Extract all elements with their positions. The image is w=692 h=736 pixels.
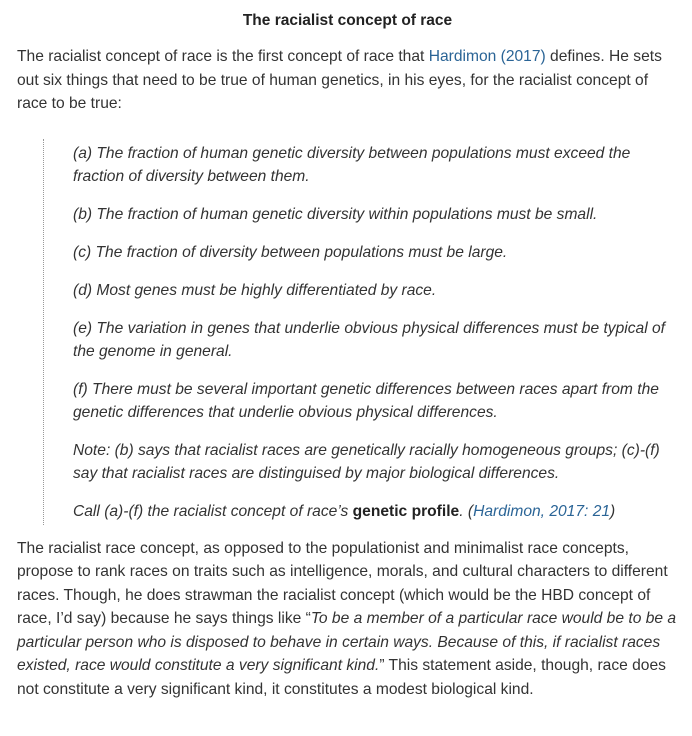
quote-item-d: (d) Most genes must be highly differentiated by race. bbox=[73, 281, 437, 299]
hardimon-2017-link[interactable]: Hardimon (2017) bbox=[428, 48, 546, 65]
quote-item-b: (b) The fraction of human genetic diversity within populations must be small. bbox=[73, 205, 598, 223]
paragraph-text-end: ” This statement aside, though, race does not constitute a very significant kind, it constitutes a modest biological kind. bbox=[17, 657, 666, 698]
genetic-profile-blockquote bbox=[43, 139, 678, 525]
intro-text-end: defines. He sets out six things that need to be true of human genetics, in his eyes, for the racialist concept of race to be true: bbox=[17, 48, 662, 112]
hardimon-inline-quote: To be a member of a particular race would be to be a particular person who is disposed to behave in certain ways. Because of this, if racialist races existed, race would constitute a very significant kind. bbox=[17, 610, 677, 674]
quote-item-f: (f) There must be several important genetic differences between races apart from the genetic differences that underlie obvious physical differences. bbox=[73, 380, 659, 421]
quote-item-e: (e) The variation in genes that underlie obvious physical differences must be typical of the genome in general. bbox=[73, 319, 666, 360]
intro-text-start: The racialist concept of race is the first concept of race that bbox=[17, 48, 429, 65]
intro-paragraph bbox=[17, 45, 678, 116]
paragraph-text-start: The racialist race concept, as opposed to the populationist and minimalist race concepts, propose to rank races on traits such as intelligence, morals, and cultural characters to different races. Though, he does strawman the racialist concept (which would be the HBD concept of race, I’d say) because he says things like “ bbox=[17, 539, 668, 627]
racialist-concept-paragraph bbox=[17, 537, 678, 702]
quote-call-punct: . ( bbox=[459, 502, 474, 520]
genetic-profile-term: genetic profile bbox=[352, 502, 460, 520]
quote-call bbox=[73, 500, 678, 523]
quote-call-text: Call (a)-(f) the racialist concept of race’s bbox=[73, 502, 353, 520]
hardimon-citation-link[interactable]: Hardimon, 2017: 21 bbox=[473, 502, 611, 520]
quote-note: Note: (b) says that racialist races are genetically racially homogeneous groups; (c)-(f) say that racialist races are distinguised by major biological differences. bbox=[73, 441, 660, 482]
quote-item-a: (a) The fraction of human genetic diversity between populations must exceed the fraction of diversity between them. bbox=[73, 144, 631, 185]
section-title: The racialist concept of race bbox=[242, 12, 453, 29]
quote-call-close: ) bbox=[610, 502, 616, 520]
quote-item-c: (c) The fraction of diversity between populations must be large. bbox=[73, 243, 508, 261]
